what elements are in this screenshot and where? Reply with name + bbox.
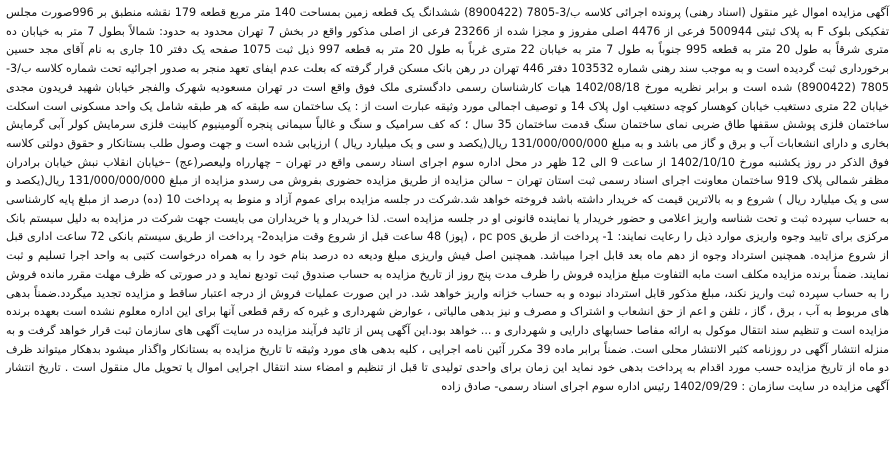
notice-body-text: آگهی مزایده اموال غیر منقول (اسناد رهنی) پرونده اجرائی کلاسه ب/3-7805 (8900422) ششدانگ یک قطعه زمین بمساحت 140 متر مربع قطعه 179 نقشه منطبق بر 996صورت مجلس تفکیکی بلوک F به پلاک ثبتی 500944 فرعی از 4476 اصلی مفروز و مجزا شده از 23266 فرعی از اصلی مذکور واقع در بخش 7 تهران محدود به حدود: شمالاً بطول 7 متر به خیابان ده متری شرقاً به طول 20 متر به قطعه 995 جنوباً به طول 7 متر به خیابان 22 متری غرباً به طول 20 متر به قطعه 997 ذیل ثبت 1075 صفحه یک دفتر 10 جاری به نام آقای مجد حسین برخورداری ثبت گردیده است و به موجب سند رهنی شماره 103532 دفتر 446 تهران در رهن بانک مسکن قرار گرفته که بعلت عدم ایفای تعهد منجر به صدور اجرائیه تحت شماره کلاسه ب/3-7805 (8900422) شده است و برابر نظریه مورخ 1402/08/18 هیات کارشناسان رسمی دادگستری ملک فوق واقع است در تهران مسعودیه شهرک والفجر خیابان شهید فریدون مجدی خیابان 22 متری دستغیب خیابان کوهسار کوچه دستغیب اول پلاک 14 و توصیف اجمالی مورد وثیقه عبارت است از : یک ساختمان سه طبقه که هر طبقه شامل یک واحد مسکونی است اسکلت ساختمان فلزی پوشش سقفها طاق ضربی نمای ساختمان سنگ قدمت ساختمان 35 سال ؛ که کف سرامیک و سنگ و غالباً سیمانی پنجره آلومینیوم کابینت فلزی سرمایش کولر آبی گرمایش بخاری و دارای انشعابات آب و برق و گاز می باشد و به مبلغ 131/000/000/000 ریال(یکصد و سی و یک میلیارد ریال ) ارزیابی شده است و جهت وصول طلب بستانکار و حقوق دولتی کلاسه فوق الذکر در روز یکشنبه مورخ 1402/10/10 از ساعت 9 الی 12 ظهر در محل اداره سوم اجرای اسناد رسمی واقع در تهران – چهارراه ولیعصر(عج) –خیابان انقلاب نبش خیابان برادران مظفر شمالی پلاک 919 ساختمان معاونت اجرای اسناد رسمی ثبت استان تهران – سالن مزایده از طریق مزایده حضوری بفروش می رسدو مزایده از مبلغ 131/000/000/000 ریال(یکصد و سی و یک میلیارد ریال ) شروع و به بالاترین قیمت که خریدار داشته باشد فروخته خواهد شد.شرکت در جلسه مزایده برای عموم آزاد و منوط به پرداخت 10 (ده) درصد از مبلغ پایه کارشناسی به حساب سپرده ثبت و تحت شناسه واریز اعلامی و حضور خریدار یا نماینده قانونی او در جلسه مزایده است. لذا خریدار و یا خریداران می بایست جهت شرکت در مزایده به دلیل سیستم بانک مرکزی برای تایید وجوه واریزی موارد ذیل را رعایت نمایند: 1- پرداخت از طریق pc pos ، (پوز) 48 ساعت قبل از شروع وقت مزایده2- پرداخت از طریق سیستم بانکی 72 ساعت اداری قبل از شروع مزایده. همچنین استرداد وجوه از دهم ماه بعد قابل اجرا میباشد. همچنین اصل فیش واریزی مبلغ ودیعه ده درصد بنام خود را به همراه درخواست کتبی به واحد اجرا تسلیم و ثبت نمایند. ضمناً برنده مزایده مکلف است مابه التفاوت مبلغ مزایده فروش را ظرف مدت پنج روز از تاریخ مزایده به حساب صندوق ثبت تودیع نماید و در صورتی که ظرف مهلت مقرر مانده فروش را به حساب سپرده ثبت واریز نکند، مبلغ مذکور قابل استرداد نبوده و به حساب خزانه واریز خواهد شد. در این صورت عملیات فروش از درجه اعتبار ساقط و مزایده تجدید میگردد.ضمناً بدهی های مربوط به آب ، برق ، گاز ، تلفن و اعم از حق انشعاب و اشتراک و مصرف و نیز بدهی مالیاتی ، عوارض شهرداری و غیره که رقم قطعی آنها برای این اداره معلوم نشده است بعهده برنده مزایده است و تنظیم سند انتقال موکول به ارائه مفاصا حسابهای دارایی و شهرداری و ... خواهد بود.این آگهی پس از تائید فرآیند مزایده در سایت آگهی های سازمان ثبت قرار خواهد گرفت و به منزله انتشار آگهی در روزنامه کثیر الانتشار محلی است. ضمناً برابر ماده 39 مکرر آئین نامه اجرایی ، کلیه بدهی های مورد وثیقه تا تاریخ مزایده به بستانکار واگذار میشود بدهکار میتواند ظرف دو ماه از تاریخ مزایده حسب مورد اقدام به پرداخت بدهی خود نماید این زمان برای واحدی تولیدی تا قبل از تنظیم و امضاء سند انتقال اجرایی اموال یا تحویل مال منقول است . تاریخ انتشار آگهی مزایده در سایت سازمان : 1402/09/29 رئیس اداره سوم اجرای اسناد رسمی- صادق زاده [6, 6, 890, 394]
